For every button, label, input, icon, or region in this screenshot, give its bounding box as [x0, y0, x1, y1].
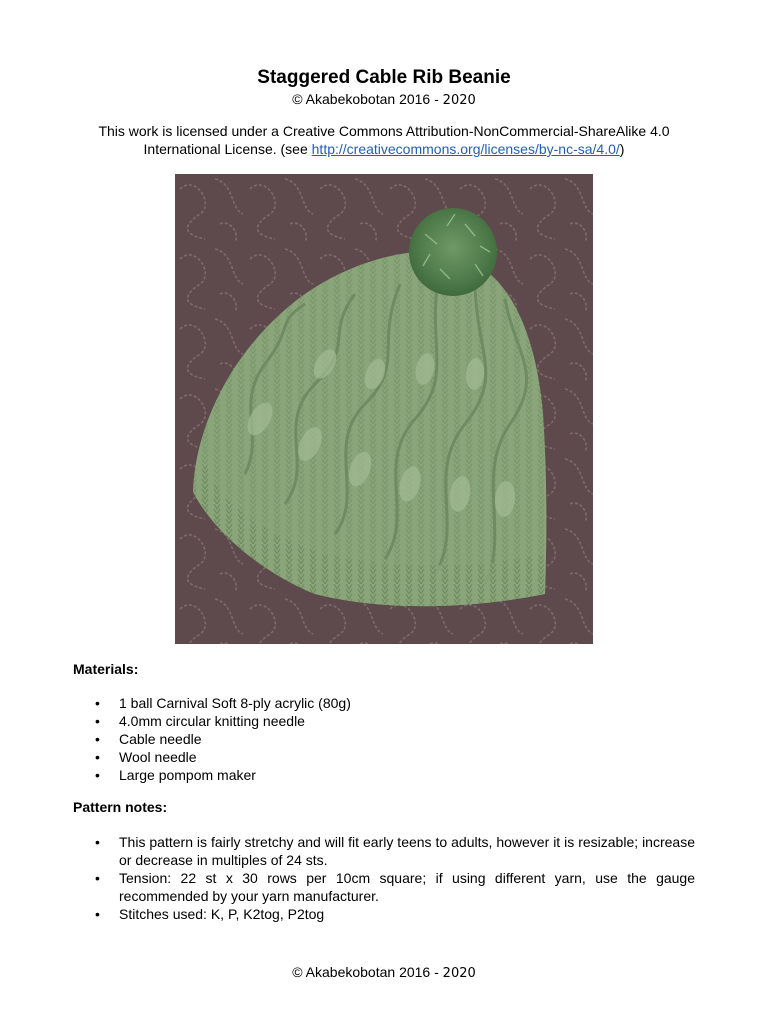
license-close: )	[619, 141, 625, 157]
bullet-icon: •	[95, 767, 100, 783]
list-item: • Cable needle	[95, 731, 202, 747]
beanie-photo	[175, 174, 593, 644]
bullet-icon: •	[95, 870, 100, 886]
license-text: This work is licensed under a Creative Commons Attribution-NonCommercial-ShareAlike 4.0 International License. (see	[98, 123, 670, 157]
copyright-text: © Akabekobotan 2016 -	[292, 91, 443, 107]
license-notice	[60, 122, 708, 158]
list-item: • 1 ball Carnival Soft 8-ply acrylic (80g)	[95, 695, 351, 711]
materials-list	[73, 694, 695, 784]
footer-copyright-year: 2020	[442, 966, 476, 981]
footer-copyright	[0, 963, 768, 983]
beanie-illustration	[175, 174, 593, 644]
license-link[interactable]: http://creativecommons.org/licenses/by-nc-sa/4.0/	[311, 141, 620, 157]
bullet-icon: •	[95, 713, 100, 729]
footer-copyright-text: © Akabekobotan 2016 -	[292, 964, 443, 980]
pattern-notes-list	[73, 833, 695, 923]
bullet-icon: •	[95, 731, 100, 747]
list-item: • 4.0mm circular knitting needle	[95, 713, 305, 729]
pompom	[409, 208, 497, 296]
copyright-year: 2020	[442, 93, 476, 108]
list-item: • Large pompom maker	[95, 767, 256, 783]
pattern-notes-heading: Pattern notes:	[73, 799, 168, 815]
list-item: • This pattern is fairly stretchy and will fit early teens to adults, however it is resizable; increase or decrease in multiples of 24 sts.	[95, 834, 695, 868]
bullet-icon: •	[95, 834, 100, 850]
bullet-icon: •	[95, 695, 100, 711]
list-item: • Wool needle	[95, 749, 197, 765]
list-item: • Stitches used: K, P, K2tog, P2tog	[95, 906, 325, 922]
copyright-line	[0, 90, 768, 110]
materials-heading: Materials:	[73, 661, 139, 677]
list-item: • Tension: 22 st x 30 rows per 10cm square; if using different yarn, use the gauge recommended by your yarn manufacturer.	[95, 870, 695, 904]
page-title: Staggered Cable Rib Beanie	[257, 67, 511, 88]
bullet-icon: •	[95, 749, 100, 765]
bullet-icon: •	[95, 906, 100, 922]
